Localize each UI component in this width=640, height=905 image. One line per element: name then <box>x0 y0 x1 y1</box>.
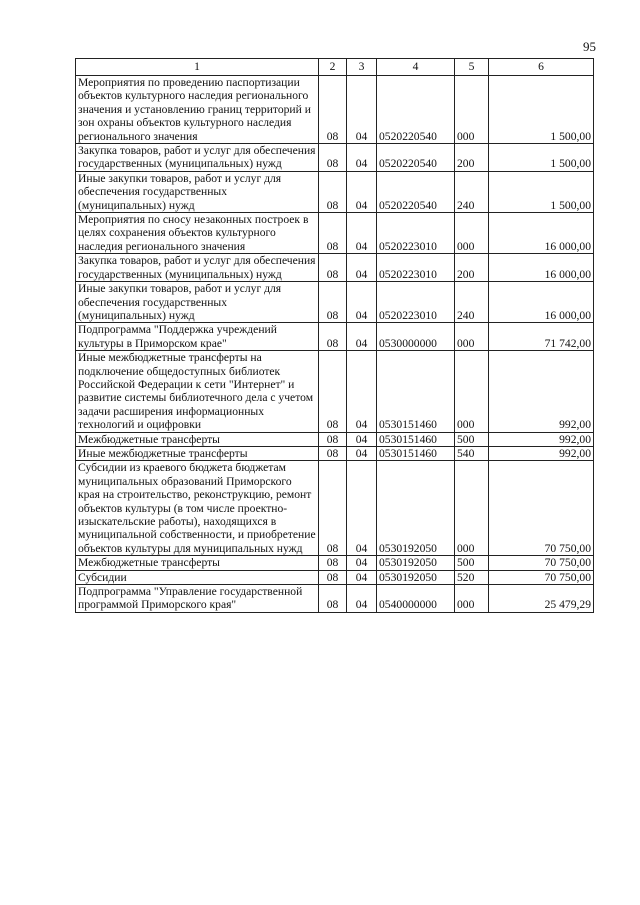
col-header-3: 3 <box>347 59 377 76</box>
row-target-code: 0520220540 <box>377 171 455 212</box>
row-subsection: 04 <box>347 570 377 584</box>
row-name: Иные закупки товаров, работ и услуг для обеспечения государственных (муниципальных) нужд <box>76 171 319 212</box>
row-subsection: 04 <box>347 446 377 460</box>
table-row <box>76 585 594 613</box>
row-subsection: 04 <box>347 461 377 556</box>
row-name: Закупка товаров, работ и услуг для обеспечения государственных (муниципальных) нужд <box>76 144 319 172</box>
row-expense-type: 200 <box>455 144 489 172</box>
row-expense-type: 500 <box>455 556 489 570</box>
row-name: Иные закупки товаров, работ и услуг для обеспечения государственных (муниципальных) нужд <box>76 282 319 323</box>
row-target-code: 0530192050 <box>377 461 455 556</box>
row-amount: 70 750,00 <box>489 461 594 556</box>
row-section: 08 <box>319 171 347 212</box>
table-row <box>76 570 594 584</box>
row-amount: 1 500,00 <box>489 76 594 144</box>
row-target-code: 0530151460 <box>377 351 455 432</box>
row-amount: 70 750,00 <box>489 556 594 570</box>
row-expense-type: 520 <box>455 570 489 584</box>
table-row <box>76 323 594 351</box>
row-name: Межбюджетные трансферты <box>76 432 319 446</box>
col-header-6: 6 <box>489 59 594 76</box>
row-name: Мероприятия по проведению паспортизации объектов культурного наследия регионального значения и установлению границ территорий и зон охраны объектов культурного наследия регионального значения <box>76 76 319 144</box>
row-expense-type: 000 <box>455 323 489 351</box>
row-section: 08 <box>319 446 347 460</box>
row-expense-type: 000 <box>455 461 489 556</box>
row-target-code: 0530151460 <box>377 432 455 446</box>
row-target-code: 0520223010 <box>377 282 455 323</box>
row-name: Иные межбюджетные трансферты <box>76 446 319 460</box>
row-target-code: 0540000000 <box>377 585 455 613</box>
row-expense-type: 240 <box>455 282 489 323</box>
table-row <box>76 446 594 460</box>
table-body <box>76 76 594 613</box>
row-section: 08 <box>319 585 347 613</box>
row-name: Субсидии из краевого бюджета бюджетам муниципальных образований Приморского края на строительство, реконструкцию, ремонт объектов культуры (в том числе проектно-изыскательские работы), находящихся в муниципальной собственности, и приобретение объектов культуры для муниципальных нужд <box>76 461 319 556</box>
row-expense-type: 000 <box>455 213 489 254</box>
col-header-2: 2 <box>319 59 347 76</box>
table-row <box>76 282 594 323</box>
row-section: 08 <box>319 323 347 351</box>
table-row <box>76 171 594 212</box>
page-number: 95 <box>583 39 596 54</box>
row-section: 08 <box>319 254 347 282</box>
row-name: Межбюджетные трансферты <box>76 556 319 570</box>
row-section: 08 <box>319 351 347 432</box>
row-amount: 1 500,00 <box>489 144 594 172</box>
row-amount: 16 000,00 <box>489 254 594 282</box>
table-row <box>76 461 594 556</box>
table-row <box>76 556 594 570</box>
row-target-code: 0520220540 <box>377 144 455 172</box>
row-section: 08 <box>319 570 347 584</box>
row-amount: 16 000,00 <box>489 213 594 254</box>
table-row <box>76 213 594 254</box>
row-amount: 992,00 <box>489 351 594 432</box>
row-expense-type: 240 <box>455 171 489 212</box>
row-subsection: 04 <box>347 254 377 282</box>
row-expense-type: 200 <box>455 254 489 282</box>
row-name: Подпрограмма "Управление государственной программой Приморского края" <box>76 585 319 613</box>
row-target-code: 0530192050 <box>377 556 455 570</box>
row-target-code: 0530192050 <box>377 570 455 584</box>
row-target-code: 0520223010 <box>377 254 455 282</box>
col-header-5: 5 <box>455 59 489 76</box>
row-expense-type: 000 <box>455 351 489 432</box>
table-row <box>76 76 594 144</box>
row-expense-type: 500 <box>455 432 489 446</box>
row-amount: 70 750,00 <box>489 570 594 584</box>
row-subsection: 04 <box>347 282 377 323</box>
row-subsection: 04 <box>347 585 377 613</box>
row-name: Мероприятия по сносу незаконных построек в целях сохранения объектов культурного наследия регионального значения <box>76 213 319 254</box>
row-target-code: 0520223010 <box>377 213 455 254</box>
col-header-1: 1 <box>76 59 319 76</box>
row-target-code: 0530151460 <box>377 446 455 460</box>
row-subsection: 04 <box>347 351 377 432</box>
row-subsection: 04 <box>347 213 377 254</box>
row-amount: 992,00 <box>489 446 594 460</box>
row-name: Субсидии <box>76 570 319 584</box>
row-subsection: 04 <box>347 76 377 144</box>
row-subsection: 04 <box>347 556 377 570</box>
row-section: 08 <box>319 144 347 172</box>
row-name: Подпрограмма "Поддержка учреждений культуры в Приморском крае" <box>76 323 319 351</box>
table-row <box>76 351 594 432</box>
row-amount: 1 500,00 <box>489 171 594 212</box>
row-section: 08 <box>319 213 347 254</box>
table-row <box>76 432 594 446</box>
row-amount: 71 742,00 <box>489 323 594 351</box>
row-expense-type: 000 <box>455 585 489 613</box>
row-target-code: 0520220540 <box>377 76 455 144</box>
row-name: Закупка товаров, работ и услуг для обеспечения государственных (муниципальных) нужд <box>76 254 319 282</box>
row-amount: 16 000,00 <box>489 282 594 323</box>
row-name: Иные межбюджетные трансферты на подключение общедоступных библиотек Российской Федерации к сети "Интернет" и развитие системы библиотечного дела с учетом задачи расширения информационных технологий и оцифровки <box>76 351 319 432</box>
table-row <box>76 254 594 282</box>
col-header-4: 4 <box>377 59 455 76</box>
table-header <box>76 59 594 76</box>
row-expense-type: 000 <box>455 76 489 144</box>
row-amount: 992,00 <box>489 432 594 446</box>
row-target-code: 0530000000 <box>377 323 455 351</box>
row-section: 08 <box>319 432 347 446</box>
row-expense-type: 540 <box>455 446 489 460</box>
table-row <box>76 144 594 172</box>
row-subsection: 04 <box>347 323 377 351</box>
header-row <box>76 59 594 76</box>
budget-table <box>75 58 594 613</box>
row-subsection: 04 <box>347 144 377 172</box>
row-section: 08 <box>319 556 347 570</box>
row-section: 08 <box>319 282 347 323</box>
row-amount: 25 479,29 <box>489 585 594 613</box>
row-subsection: 04 <box>347 171 377 212</box>
row-section: 08 <box>319 461 347 556</box>
row-subsection: 04 <box>347 432 377 446</box>
row-section: 08 <box>319 76 347 144</box>
